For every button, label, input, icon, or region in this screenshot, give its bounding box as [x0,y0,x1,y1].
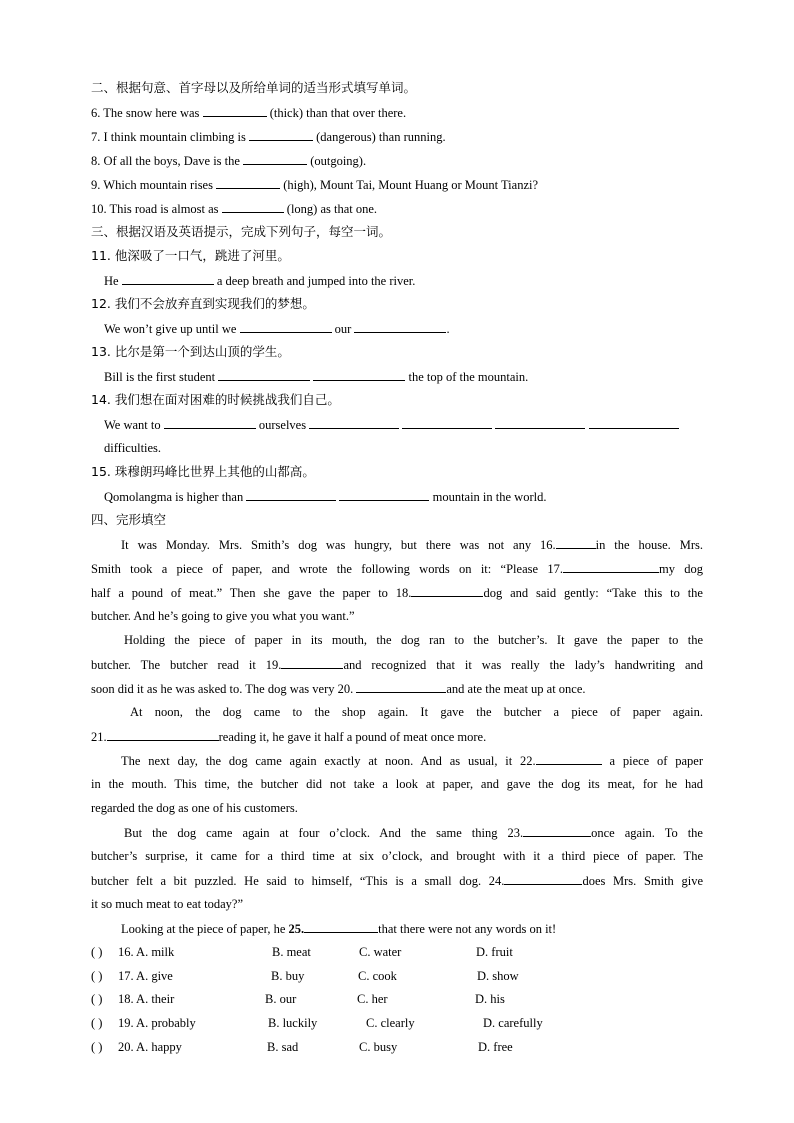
q10-hint: (long) as that one. [286,202,378,216]
q15-chinese: 15. 珠穆朗玛峰比世界上其他的山都高。 [91,464,315,479]
cloze-blank-19[interactable] [281,656,343,669]
option-c[interactable]: C. clearly [366,1016,415,1030]
cloze-text: 21. [91,730,107,744]
option-c[interactable]: C. water [359,945,402,959]
cloze-text: Smith took a piece of paper, and wrote the following words on it: “Please 17. [91,562,563,576]
section3-heading: 三、根据汉语及英语提示，完成下列句子，每空一词。 [91,224,392,239]
cloze-p4-line2: in the mouth. This time, the butcher did not take a look at paper, and gave the dog its meat, for he had [91,777,703,791]
question-15 [104,488,716,505]
cloze-blank-20[interactable] [356,680,446,693]
cloze-p6-line1 [121,920,733,937]
cloze-text: once again. To the [591,826,703,840]
q11-text: He [104,274,119,288]
question-8 [91,152,703,169]
q10-answer-blank[interactable] [222,200,284,213]
option-d[interactable]: D. show [477,969,519,983]
q14-answer-blank-1[interactable] [164,416,256,429]
cloze-p1-line2 [91,560,703,577]
answer-paren[interactable]: ( ) [91,969,103,983]
cloze-text: a piece of paper [609,754,703,768]
question-10 [91,200,703,217]
option-b[interactable]: B. buy [271,969,305,983]
q12-answer-blank-1[interactable] [240,320,332,333]
cloze-p2-line3 [91,680,703,697]
cloze-blank-21[interactable] [107,728,219,741]
q11-answer-blank[interactable] [122,272,214,285]
answer-paren[interactable]: ( ) [91,992,103,1006]
question-14 [104,416,716,433]
cloze-number-25: 25. [288,922,305,936]
q13-text: Bill is the first student [104,370,216,384]
answer-paren[interactable]: ( ) [91,1016,103,1030]
cloze-blank-17[interactable] [563,560,659,573]
cloze-p3-line1: At noon, the dog came to the shop again. It gave the butcher a piece of paper again. [130,705,703,719]
q8-hint: (outgoing). [310,154,367,168]
option-a[interactable]: 20. A. happy [118,1040,182,1054]
option-a[interactable]: 19. A. probably [118,1016,196,1030]
option-a[interactable]: 17. A. give [118,969,173,983]
q13-chinese: 13. 比尔是第一个到达山顶的学生。 [91,344,290,359]
cloze-blank-23[interactable] [523,824,591,837]
question-9 [91,176,703,193]
question-6 [91,104,703,121]
cloze-blank-18[interactable] [411,584,483,597]
q12-text-mid: our [334,322,352,336]
cloze-blank-24[interactable] [504,872,582,885]
cloze-text: It was Monday. Mrs. Smith’s dog was hungry, but there was not any 16. [121,538,556,552]
question-13 [104,368,716,385]
q6-hint: (thick) than that over there. [269,106,407,120]
option-c[interactable]: C. cook [358,969,397,983]
cloze-p1-line1 [121,536,703,553]
q9-text: 9. Which mountain rises [91,178,213,192]
q13-text-end: the top of the mountain. [408,370,529,384]
q7-text: 7. I think mountain climbing is [91,130,246,144]
cloze-text: dog and said gently: “Take this to the [483,586,703,600]
cloze-text: half a pound of meat.” Then she gave the paper to 18. [91,586,412,600]
option-b[interactable]: B. meat [272,945,311,959]
cloze-text: butcher felt a bit puzzled. He said to himself, “This is a small dog. 24. [91,874,505,888]
q11-chinese: 11. 他深吸了一口气，跳进了河里。 [91,248,290,263]
cloze-text: my dog [658,562,703,576]
cloze-p5-line4: it so much meat to eat today?” [91,897,244,911]
q15-answer-blank-1[interactable] [246,488,336,501]
cloze-blank-16[interactable] [556,536,596,549]
q7-hint: (dangerous) than running. [316,130,446,144]
q15-text-end: mountain in the world. [432,490,547,504]
q15-text: Qomolangma is higher than [104,490,244,504]
cloze-text: that there were not any words on it! [378,922,557,936]
q9-answer-blank[interactable] [216,176,280,189]
option-c[interactable]: C. her [357,992,388,1006]
q14-text-mid: ourselves [258,418,307,432]
cloze-p5-line2: butcher’s surprise, it came for a third time at six o’clock, and brought with it a third piece of paper. The [91,849,703,863]
cloze-text: and recognized that it was really the lady’s handwriting and [343,658,704,672]
q9-hint: (high), Mount Tai, Mount Huang or Mount Tianzi? [283,178,539,192]
question-12 [104,320,716,337]
option-a[interactable]: 16. A. milk [118,945,175,959]
q14-answer-blank-2[interactable] [309,416,399,429]
option-b[interactable]: B. sad [267,1040,299,1054]
q6-text: 6. The snow here was [91,106,200,120]
option-d[interactable]: D. free [478,1040,513,1054]
option-d[interactable]: D. fruit [476,945,513,959]
q13-answer-blank-1[interactable] [218,368,310,381]
cloze-text: does Mrs. Smith give [582,874,703,888]
q11-text-end: a deep breath and jumped into the river. [216,274,416,288]
option-c[interactable]: C. busy [359,1040,398,1054]
cloze-p1-line4: butcher. And he’s going to give you what you want.” [91,609,355,623]
q12-chinese: 12. 我们不会放弃直到实现我们的梦想。 [91,296,315,311]
cloze-p2-line1: Holding the piece of paper in its mouth, the dog ran to the butcher’s. It gave the paper to the [124,633,703,647]
option-b[interactable]: B. our [265,992,297,1006]
q14-chinese: 14. 我们想在面对困难的时候挑战我们自己。 [91,392,340,407]
cloze-text: The next day, the dog came again exactly at noon. And as usual, it 22. [121,754,536,768]
q8-text: 8. Of all the boys, Dave is the [91,154,240,168]
cloze-p5-line3 [91,872,703,889]
cloze-p2-line2 [91,656,703,673]
section4-heading: 四、完形填空 [91,512,167,527]
cloze-text: in the house. Mrs. [595,538,703,552]
question-11 [104,272,716,289]
section2-heading: 二、根据句意、首字母以及所给单词的适当形式填写单词。 [91,80,417,95]
q14-text: We want to [104,418,161,432]
q8-answer-blank[interactable] [243,152,307,165]
q14-answer-blank-5[interactable] [589,416,679,429]
q13-answer-blank-2[interactable] [313,368,405,381]
cloze-p4-line3: regarded the dog as one of his customers. [91,801,298,815]
cloze-p4-line1 [121,752,703,769]
cloze-blank-22[interactable] [536,752,602,765]
q6-answer-blank[interactable] [203,104,267,117]
option-a[interactable]: 18. A. their [118,992,175,1006]
cloze-blank-25[interactable] [304,920,378,933]
q12-answer-blank-2[interactable] [354,320,446,333]
cloze-p1-line3 [91,584,703,601]
cloze-text: and ate the meat up at once. [446,682,586,696]
q10-text: 10. This road is almost as [91,202,219,216]
q14-answer-blank-4[interactable] [495,416,585,429]
cloze-p5-line1 [124,824,703,841]
q7-answer-blank[interactable] [249,128,313,141]
cloze-text: soon did it as he was asked to. The dog was very 20. [91,682,354,696]
cloze-p3-line2 [91,728,703,745]
cloze-text: But the dog came again at four o’clock. And the same thing 23. [124,826,524,840]
q12-text-end: . [446,322,450,336]
answer-paren[interactable]: ( ) [91,1040,103,1054]
q15-answer-blank-2[interactable] [339,488,429,501]
cloze-text: butcher. The butcher read it 19. [91,658,282,672]
q14-answer-blank-3[interactable] [402,416,492,429]
q12-text: We won’t give up until we [104,322,237,336]
option-d[interactable]: D. carefully [483,1016,543,1030]
option-d[interactable]: D. his [475,992,505,1006]
q14-text-end: difficulties. [104,441,162,455]
question-7 [91,128,703,145]
answer-paren[interactable]: ( ) [91,945,103,959]
cloze-text: reading it, he gave it half a pound of meat once more. [218,730,487,744]
cloze-text: Looking at the piece of paper, he [121,922,286,936]
option-b[interactable]: B. luckily [268,1016,318,1030]
